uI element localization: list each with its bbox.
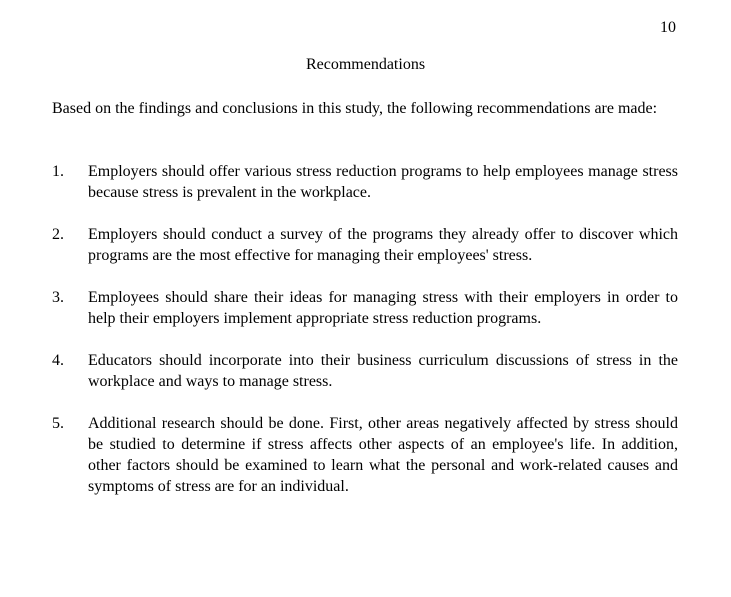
- page-number: 10: [660, 19, 676, 36]
- recommendation-text: Additional research should be done. First, other areas negatively affected by stress should be studied to determine if stress affects other aspects of an employee's life. In addition, other factors should be examined to learn what the personal and work-related causes and symptoms of stress are for an individual.: [88, 415, 678, 495]
- recommendation-item: [52, 413, 678, 497]
- recommendation-item: [52, 224, 678, 266]
- recommendation-number: 1.: [52, 163, 64, 180]
- intro-paragraph: Based on the findings and conclusions in this study, the following recommendations are made:: [52, 100, 658, 117]
- recommendation-text: Educators should incorporate into their business curriculum discussions of stress in the workplace and ways to manage stress.: [88, 352, 678, 390]
- recommendation-text: Employers should offer various stress reduction programs to help employees manage stress because stress is prevalent in the workplace.: [88, 163, 678, 201]
- recommendation-text: Employees should share their ideas for managing stress with their employers in order to help their employers implement appropriate stress reduction programs.: [88, 289, 678, 327]
- recommendation-number: 2.: [52, 226, 64, 243]
- recommendation-item: [52, 350, 678, 392]
- recommendation-text: Employers should conduct a survey of the programs they already offer to discover which programs are the most effective for managing their employees' stress.: [88, 226, 678, 264]
- recommendation-number: 5.: [52, 415, 64, 432]
- recommendation-number: 3.: [52, 289, 64, 306]
- section-heading: Recommendations: [305, 56, 426, 73]
- recommendation-number: 4.: [52, 352, 64, 369]
- recommendations-list: [52, 161, 678, 518]
- recommendation-item: [52, 161, 678, 203]
- recommendation-item: [52, 287, 678, 329]
